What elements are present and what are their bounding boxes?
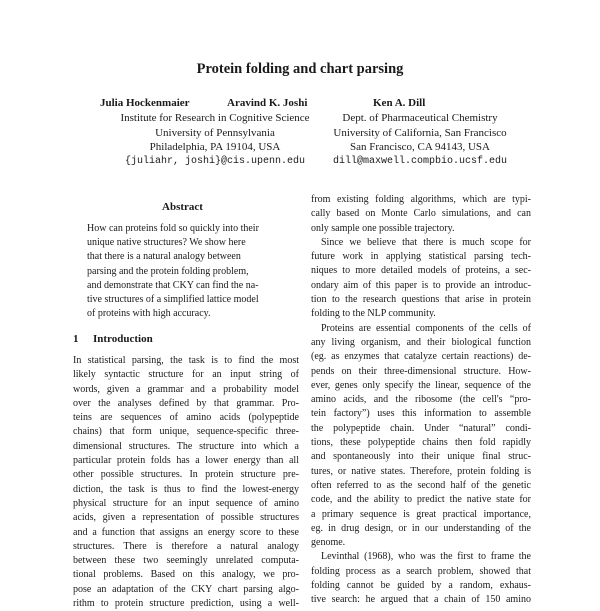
body-line: Proteins are essential components of the cells of	[321, 322, 531, 334]
body-line: between these two seemingly unrelated computa-	[73, 555, 299, 567]
body-line: over the analyses defined by that grammar. Pro-	[73, 397, 299, 409]
affiliation-left-line: University of Pennsylvania	[155, 126, 275, 139]
body-line: other possible structures. In protein structure pre-	[73, 469, 299, 481]
author-name-joshi: Aravind K. Joshi	[227, 97, 308, 109]
paper-title: Protein folding and chart parsing	[196, 61, 404, 77]
body-line: words, given a grammar and a probability model	[73, 383, 299, 395]
body-line: (eg. as enzymes that catalyze certain reactions) de-	[311, 351, 531, 363]
body-line: cally based on Monte Carlo simulations, and can	[311, 208, 531, 220]
body-line: tures, or native states. Therefore, protein folding is	[311, 465, 531, 477]
body-line: folding to the NLP community.	[311, 308, 436, 320]
abstract-line: of proteins with high accuracy.	[87, 308, 211, 320]
affiliation-right-line: Dept. of Pharmaceutical Chemistry	[342, 112, 498, 124]
author-name-dill: Ken A. Dill	[373, 97, 426, 109]
body-line: ever, genes only specify the linear, sequence of the	[311, 379, 531, 391]
body-line: future work in applying statistical parsing tech-	[311, 251, 531, 263]
affiliation-right-line: San Francisco, CA 94143, USA	[350, 141, 490, 154]
body-line: tional problems. Based on this analogy, we pro-	[73, 569, 299, 581]
body-line: particular protein folds has a lower energy than all	[73, 455, 299, 467]
body-line: likely syntactic structure for an input string of	[73, 369, 299, 381]
body-line: teins are sequences of amino acids (polypeptide	[73, 412, 299, 424]
body-line: physical structure for an input sequence of amino	[73, 497, 299, 509]
body-line: pose an adaptation of the CKY chart parsing algo-	[73, 583, 299, 595]
abstract-line: that there is a natural analogy between	[87, 251, 241, 263]
abstract-line: tive structures of a simplified lattice model	[87, 294, 259, 306]
body-line: code, and the ability to predict the native state for	[311, 494, 531, 506]
affiliation-right	[300, 111, 540, 169]
body-line: structures. There is therefore a natural analogy	[73, 540, 299, 552]
body-line: and a function that assigns an energy score to these	[73, 526, 299, 538]
body-line: the polypeptide chain. Under “natural” condi-	[311, 422, 531, 434]
affiliation-left-line: Institute for Research in Cognitive Science	[120, 112, 310, 124]
body-line: often referred to as the second half of the genetic	[311, 479, 531, 491]
body-line: tion to the research questions that arise in protein	[311, 294, 531, 306]
body-line: tein factory”) uses this information to assemble	[311, 408, 531, 420]
body-line: and spontaneously into their unique final struc-	[311, 451, 531, 463]
abstract-heading: Abstract	[162, 201, 203, 213]
abstract-body	[87, 222, 282, 321]
email-left: {juliahr, joshi}@cis.upenn.edu	[124, 155, 306, 167]
body-line: tions, these polypeptide chains then fold rapidly	[311, 437, 531, 449]
body-line: only sample one possible trajectory.	[311, 222, 455, 234]
email-right: dill@maxwell.compbio.ucsf.edu	[332, 155, 508, 167]
section-heading-introduction	[73, 333, 153, 345]
body-line: diction, the task is thus to find the lowest-energy	[73, 483, 299, 495]
body-line: chains) that form unique, sequence-specific three-	[73, 426, 299, 438]
body-line: niques to more detailed models of proteins, a sec-	[311, 265, 531, 277]
left-column-text	[73, 354, 299, 611]
body-line: amino acids, and the ribosome (the cell's “pro-	[311, 394, 531, 406]
section-number: 1	[73, 333, 79, 345]
body-line: any living organism, and their biological function	[311, 336, 531, 348]
body-line: Levinthal (1968), who was the first to frame the	[321, 551, 531, 563]
body-line: dimensional structures. The structure into which a	[73, 440, 299, 452]
abstract-line: unique native structures? We show here	[87, 237, 246, 249]
abstract-line: How can proteins fold so quickly into their	[87, 223, 259, 234]
section-title: Introduction	[93, 333, 153, 345]
body-line: eg. in drug design, or in our understanding of the	[311, 522, 531, 534]
abstract-line: parsing and the protein folding problem,	[87, 265, 249, 277]
abstract-line: and demonstrate that CKY can find the na-	[87, 279, 259, 291]
body-line: In statistical parsing, the task is to find the most	[73, 355, 299, 366]
body-line: acids, given a representation of possible structures	[73, 512, 299, 524]
body-line: from existing folding algorithms, which are typi-	[311, 194, 531, 205]
body-line: a primary sequence is great practical importance,	[311, 508, 531, 520]
body-line: genome.	[311, 537, 346, 549]
body-line: Since we believe that there is much scope for	[321, 236, 531, 248]
body-line: tive search: he argued that a chain of 150 amino	[311, 594, 531, 606]
body-line: ondary aim of this paper is to provide an introduc-	[311, 279, 531, 291]
body-line: folding cannot be guided by a random, exhaus-	[311, 580, 531, 592]
affiliation-left-line: Philadelphia, PA 19104, USA	[149, 141, 281, 154]
author-name-hockenmaier: Julia Hockenmaier	[100, 97, 190, 109]
body-line: rithm to protein structure prediction, using a well-	[73, 598, 299, 610]
affiliation-right-line: University of California, San Francisco	[333, 126, 507, 139]
right-column-text	[311, 193, 531, 608]
body-line: pends on their three-dimensional structure. How-	[311, 365, 531, 377]
body-line: folding process as a search problem, showed that	[311, 565, 531, 577]
